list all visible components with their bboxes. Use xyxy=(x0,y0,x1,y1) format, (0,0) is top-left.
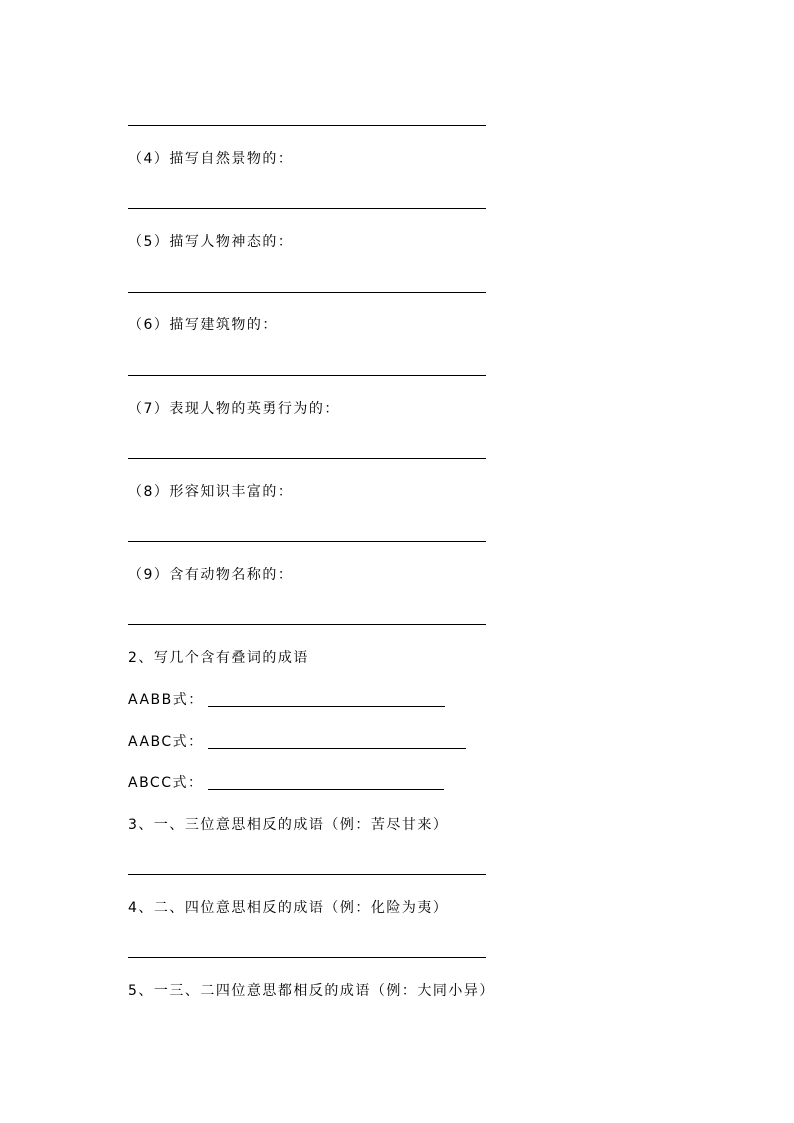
answer-line[interactable] xyxy=(128,458,486,459)
answer-line[interactable] xyxy=(128,292,486,293)
answer-line[interactable] xyxy=(128,874,486,875)
pattern-aabc-label: AABC式： xyxy=(128,734,204,750)
pattern-abcc xyxy=(128,773,444,793)
pattern-aabb-blank[interactable] xyxy=(208,706,445,707)
answer-line[interactable] xyxy=(128,957,486,958)
section-4-title: 4、二、四位意思相反的成语（例：化险为夷） xyxy=(128,900,449,916)
answer-line[interactable] xyxy=(128,208,486,209)
pattern-aabc xyxy=(128,732,466,752)
question-4: （4）描写自然景物的： xyxy=(128,151,294,167)
section-5-title: 5、一三、二四位意思都相反的成语（例：大同小异） xyxy=(128,983,495,999)
pattern-aabc-blank[interactable] xyxy=(208,748,466,749)
answer-line[interactable] xyxy=(128,624,486,625)
question-5: （5）描写人物神态的： xyxy=(128,234,294,250)
answer-line[interactable] xyxy=(128,375,486,376)
question-9: （9）含有动物名称的： xyxy=(128,567,294,583)
pattern-abcc-label: ABCC式： xyxy=(128,775,204,791)
pattern-aabb-label: AABB式： xyxy=(128,692,204,708)
question-6: （6）描写建筑物的： xyxy=(128,317,278,333)
pattern-aabb xyxy=(128,690,445,710)
question-7: （7）表现人物的英勇行为的： xyxy=(128,401,340,417)
section-2-title: 2、写几个含有叠词的成语 xyxy=(128,650,309,666)
section-3-title: 3、一、三位意思相反的成语（例：苦尽甘来） xyxy=(128,817,449,833)
question-8: （8）形容知识丰富的： xyxy=(128,484,294,500)
answer-line[interactable] xyxy=(128,541,486,542)
pattern-abcc-blank[interactable] xyxy=(208,789,444,790)
answer-line[interactable] xyxy=(128,125,486,126)
